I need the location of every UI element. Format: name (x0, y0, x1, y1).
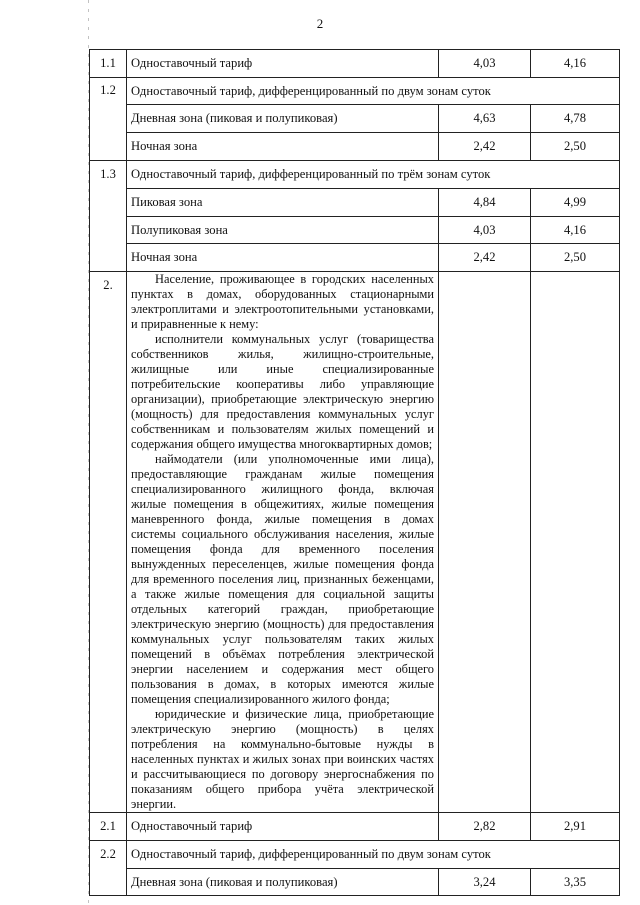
tariff-value-1: 4,63 (439, 105, 531, 133)
description-paragraph: исполнители коммунальных услуг (товарищества собственников жилья, жилищно-строительные, жилищные или иные специализированные потребительские кооперативы либо управляющие организации), приобретающие электрическую энергию (мощность) для предоставления коммунальных услуг собственникам и пользователям жилых помещений и содержания общего имущества многоквартирных домов; (131, 332, 434, 451)
row-number: 1.1 (90, 50, 127, 78)
tariff-value-2: 4,16 (531, 217, 620, 244)
table-row (90, 841, 620, 869)
table-row (90, 813, 620, 841)
row-number: 1.3 (90, 161, 127, 272)
tariff-value-1: 4,03 (439, 50, 531, 78)
tariff-value-1: 4,84 (439, 189, 531, 217)
tariff-value-1: 2,42 (439, 244, 531, 272)
empty-cell (531, 272, 620, 813)
empty-cell (439, 272, 531, 813)
tariff-value-2: 3,35 (531, 869, 620, 896)
tariff-table (89, 49, 620, 896)
table-row (90, 105, 620, 133)
row-number: 2. (90, 272, 127, 813)
table-row (90, 217, 620, 244)
tariff-value-2: 4,78 (531, 105, 620, 133)
tariff-value-2: 4,99 (531, 189, 620, 217)
tariff-group-label: Одноставочный тариф, дифференцированный по двум зонам суток (127, 841, 620, 869)
tariff-label: Пиковая зона (127, 189, 439, 217)
table-row (90, 244, 620, 272)
tariff-label: Полупиковая зона (127, 217, 439, 244)
consumer-group-description (127, 272, 439, 813)
tariff-label: Дневная зона (пиковая и полупиковая) (127, 869, 439, 896)
tariff-group-label: Одноставочный тариф, дифференцированный по трём зонам суток (127, 161, 620, 189)
tariff-label: Одноставочный тариф (127, 813, 439, 841)
tariff-value-2: 4,16 (531, 50, 620, 78)
tariff-value-1: 3,24 (439, 869, 531, 896)
tariff-value-2: 2,50 (531, 133, 620, 161)
tariff-value-1: 2,42 (439, 133, 531, 161)
tariff-label: Одноставочный тариф (127, 50, 439, 78)
row-number: 1.2 (90, 78, 127, 161)
row-number: 2.1 (90, 813, 127, 841)
table-row (90, 50, 620, 78)
tariff-label: Ночная зона (127, 244, 439, 272)
table-row (90, 869, 620, 896)
tariff-label: Ночная зона (127, 133, 439, 161)
description-paragraph: юридические и физические лица, приобретающие электрическую энергию (мощность) в целях потребления на коммунально-бытовые нужды в населенных пунктах и жилых зонах при воинских частях и рассчитывающиеся по договору энергоснабжения по показаниям общего прибора учёта электрической энергии. (131, 707, 434, 811)
tariff-value-2: 2,50 (531, 244, 620, 272)
tariff-label: Дневная зона (пиковая и полупиковая) (127, 105, 439, 133)
description-paragraph: Население, проживающее в городских населенных пунктах в домах, оборудованных стационарными электроплитами и электроотопительными установками, и приравненные к нему: (131, 272, 434, 331)
row-number: 2.2 (90, 841, 127, 896)
table-row (90, 272, 620, 813)
table-row (90, 189, 620, 217)
table-row (90, 78, 620, 105)
tariff-group-label: Одноставочный тариф, дифференцированный по двум зонам суток (127, 78, 620, 105)
tariff-value-2: 2,91 (531, 813, 620, 841)
table-row (90, 161, 620, 189)
tariff-value-1: 2,82 (439, 813, 531, 841)
description-paragraph: наймодатели (или уполномоченные ими лица), предоставляющие гражданам жилые помещения специализированного жилищного фонда, включая жилые помещения в общежитиях, жилые помещения маневренного фонда, жилые помещения в домах системы социального обслуживания населения, жилые помещения фонда для временного поселения вынужденных переселенцев, жилые помещения фонда для временного поселения лиц, признанных беженцами, а также жилые помещения для социальной защиты отдельных категорий граждан, приобретающие электрическую энергию (мощность) для предоставления коммунальных услуг пользователям таких жилых помещений в объёмах потребления электрической энергии населением и содержания мест общего пользования в домах, в которых имеются жилые помещения специализированного жилого фонда; (131, 452, 434, 706)
tariff-value-1: 4,03 (439, 217, 531, 244)
table-row (90, 133, 620, 161)
page-number: 2 (316, 16, 324, 31)
